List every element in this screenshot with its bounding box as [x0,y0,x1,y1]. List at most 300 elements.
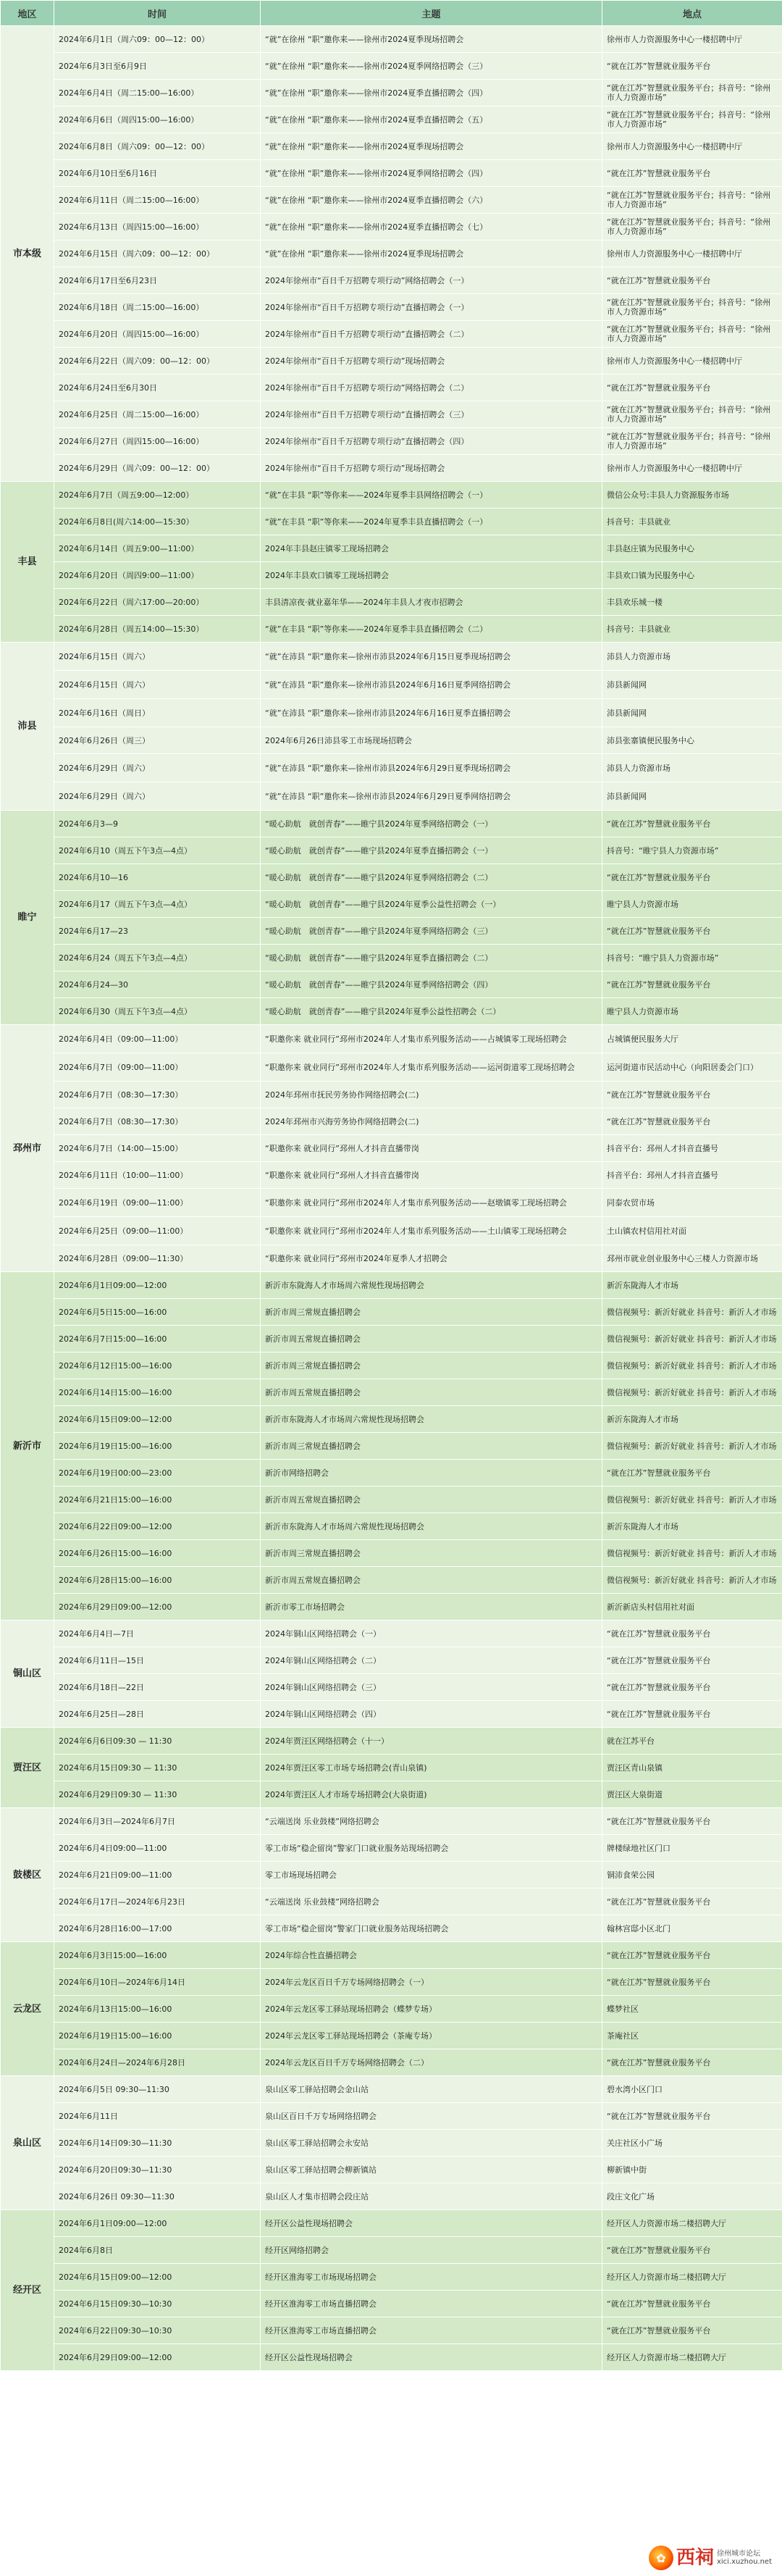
table-row [1,2264,782,2291]
time-cell: 2024年6月11日—15日 [54,1647,261,1674]
table-row [1,53,782,80]
table-row [1,699,782,727]
topic-cell: 2024年贾汪区网络招聘会（十一） [261,1728,602,1755]
topic-cell: 经开区淮海零工市场直播招聘会 [261,2317,602,2344]
table-row [1,1025,782,1053]
table-row [1,2291,782,2317]
place-cell: “就在江苏”智慧就业服务平台 [602,53,782,80]
time-cell: 2024年6月16日（周日） [54,699,261,727]
time-cell: 2024年6月17（周五下午3点—4点） [54,891,261,918]
table-row [1,26,782,53]
place-cell: 徐州市人力资源服务中心一楼招聘中厅 [602,455,782,482]
table-row [1,1486,782,1513]
topic-cell: “就”在徐州 “职”邀你来——徐州市2024夏季直播招聘会（六） [261,187,602,214]
topic-cell: “职邀你来 就业同行”邳州市2024年人才集市系列服务活动——占城镇零工现场招聘会 [261,1025,602,1053]
time-cell: 2024年6月1日09:00—12:00 [54,1272,261,1299]
topic-cell: 2024年徐州市“百日千万招聘专项行动”现场招聘会 [261,455,602,482]
table-row [1,1594,782,1621]
table-row [1,918,782,945]
topic-cell: 泉山区零工驿站招聘会柳新镇站 [261,2157,602,2183]
topic-cell: 新沂市东陇海人才市场周六常规性现场招聘会 [261,1406,602,1433]
topic-cell: 经开区淮海零工市场直播招聘会 [261,2291,602,2317]
table-row [1,1647,782,1674]
time-cell: 2024年6月26日15:00—16:00 [54,1540,261,1567]
place-cell: “就在江苏”智慧就业服务平台 [602,375,782,401]
topic-cell: 2024年徐州市“百日千万招聘专项行动”网络招聘会（二） [261,375,602,401]
topic-cell: “就”在徐州 “职”邀你来——徐州市2024夏季现场招聘会 [261,26,602,53]
header-region: 地区 [1,1,54,26]
topic-cell: 2024年丰县赵庄镇零工现场招聘会 [261,535,602,562]
time-cell: 2024年6月17日至6月23日 [54,267,261,294]
time-cell: 2024年6月15日09:30—10:30 [54,2291,261,2317]
table-row [1,106,782,133]
place-cell: 微信视频号：新沂好就业 抖音号：新沂人才市场 [602,1433,782,1460]
time-cell: 2024年6月21日09:00—11:00 [54,1862,261,1889]
place-cell: 沛县人力资源市场 [602,754,782,782]
topic-cell: “就”在沛县 “职”邀你来—徐州市沛县2024年6月29日夏季现场招聘会 [261,754,602,782]
table-row [1,998,782,1025]
table-row [1,1299,782,1326]
watermark-sub1: 徐州城市论坛 [716,2550,760,2558]
place-cell: 微信视频号：新沂好就业 抖音号：新沂人才市场 [602,1567,782,1594]
table-row [1,971,782,998]
table-row [1,2103,782,2130]
time-cell: 2024年6月6日09:30 — 11:30 [54,1728,261,1755]
place-cell: “就在江苏”智慧就业服务平台 [602,267,782,294]
topic-cell: 2024年贾汪区人才市场专场招聘会(大泉街道) [261,1781,602,1808]
place-cell: “就在江苏”智慧就业服务平台；抖音号：“徐州市人力资源市场” [602,321,782,348]
time-cell: 2024年6月18日—22日 [54,1674,261,1701]
time-cell: 2024年6月11日（10:00—11:00） [54,1162,261,1189]
place-cell: 微信视频号：新沂好就业 抖音号：新沂人才市场 [602,1352,782,1379]
time-cell: 2024年6月1日09:00—12:00 [54,2210,261,2237]
topic-cell: 2024年徐州市“百日千万招聘专项行动”直播招聘会（二） [261,321,602,348]
table-row [1,1808,782,1835]
header-place: 地点 [602,1,782,26]
table-row [1,1217,782,1245]
time-cell: 2024年6月14日09:30—11:30 [54,2130,261,2157]
topic-cell: 泉山区人才集市招聘会段庄站 [261,2183,602,2210]
topic-cell: 2024年徐州市“百日千万招聘专项行动”直播招聘会（一） [261,294,602,321]
place-cell: 新沂东陇海人才市场 [602,1272,782,1299]
table-row [1,837,782,864]
table-row [1,562,782,589]
topic-cell: “就”在徐州 “职”邀你来——徐州市2024夏季直播招聘会（五） [261,106,602,133]
time-cell: 2024年6月15日（周六09：00—12：00） [54,241,261,267]
topic-cell: “暖心助航 就创青春”——睢宁县2024年夏季公益性招聘会（一） [261,891,602,918]
place-cell: “就在江苏”智慧就业服务平台 [602,2049,782,2076]
place-cell: 抖音平台：邳州人才抖音直播号 [602,1162,782,1189]
time-cell: 2024年6月22日09:30—10:30 [54,2317,261,2344]
time-cell: 2024年6月13日15:00—16:00 [54,1996,261,2023]
place-cell: “就在江苏”智慧就业服务平台 [602,1082,782,1108]
table-row [1,1621,782,1647]
topic-cell: “暖心助航 就创青春”——睢宁县2024年夏季网络招聘会（四） [261,971,602,998]
table-row [1,1326,782,1352]
time-cell: 2024年6月19日（09:00—11:00） [54,1189,261,1217]
place-cell: 丰县赵庄镇为民服务中心 [602,535,782,562]
table-row [1,321,782,348]
watermark-brand: 西祠 [676,2547,714,2569]
time-cell: 2024年6月8日 [54,2237,261,2264]
table-row [1,1674,782,1701]
table-row [1,1513,782,1540]
table-row [1,1162,782,1189]
table-row [1,214,782,241]
place-cell: 徐州市人力资源服务中心一楼招聘中厅 [602,241,782,267]
time-cell: 2024年6月18日（周二15:00—16:00） [54,294,261,321]
table-row [1,1915,782,1942]
topic-cell: “云端送岗 乐业鼓楼”网络招聘会 [261,1808,602,1835]
time-cell: 2024年6月7日（08:30—17:30） [54,1108,261,1135]
table-row [1,133,782,160]
time-cell: 2024年6月24—30 [54,971,261,998]
topic-cell: 2024年云龙区百日千万专场网络招聘会（二） [261,2049,602,2076]
topic-cell: “职邀你来 就业同行”邳州市2024年人才集市系列服务活动——土山镇零工现场招聘会 [261,1217,602,1245]
topic-cell: 2024年邳州市兴海劳务协作网络招聘会(二) [261,1108,602,1135]
place-cell: 抖音号：“睢宁县人力资源市场” [602,837,782,864]
time-cell: 2024年6月11日（周二15:00—16:00） [54,187,261,214]
place-cell: “就在江苏”智慧就业服务平台 [602,1942,782,1969]
table-row [1,428,782,455]
place-cell: 贾汪区大泉街道 [602,1781,782,1808]
topic-cell: 零工市场“稳企留岗”警家门口就业服务站现场招聘会 [261,1915,602,1942]
place-cell: 抖音平台：邳州人才抖音直播号 [602,1135,782,1162]
region-cell: 新沂市 [1,1272,54,1621]
place-cell: 柳新镇中街 [602,2157,782,2183]
time-cell: 2024年6月28日16:00—17:00 [54,1915,261,1942]
time-cell: 2024年6月19日15:00—16:00 [54,1433,261,1460]
time-cell: 2024年6月10日—2024年6月14日 [54,1969,261,1996]
topic-cell: 2024年铜山区网络招聘会（一） [261,1621,602,1647]
place-cell: 微信视频号：新沂好就业 抖音号：新沂人才市场 [602,1326,782,1352]
time-cell: 2024年6月10（周五下午3点—4点） [54,837,261,864]
time-cell: 2024年6月29日09:00—12:00 [54,1594,261,1621]
topic-cell: “就”在沛县 “职”邀你来—徐州市沛县2024年6月16日夏季直播招聘会 [261,699,602,727]
place-cell: 占城镇便民服务大厅 [602,1025,782,1053]
place-cell: 沛县人力资源市场 [602,643,782,671]
place-cell: 邳州市就业创业服务中心三楼人力资源市场 [602,1245,782,1272]
topic-cell: 2024年6月26日沛县零工市场现场招聘会 [261,727,602,754]
place-cell: “就在江苏”智慧就业服务平台 [602,1808,782,1835]
topic-cell: 经开区公益性现场招聘会 [261,2344,602,2371]
region-cell: 贾汪区 [1,1728,54,1808]
topic-cell: “职邀你来 就业同行”邳州人才抖音直播带岗 [261,1162,602,1189]
topic-cell: 2024年贾汪区零工市场专场招聘会(青山泉镇) [261,1755,602,1781]
table-row [1,589,782,616]
time-cell: 2024年6月4日（09:00—11:00） [54,1025,261,1053]
table-row [1,482,782,509]
time-cell: 2024年6月15日09:30 — 11:30 [54,1755,261,1781]
topic-cell: 2024年徐州市“百日千万招聘专项行动”现场招聘会 [261,348,602,375]
table-row [1,294,782,321]
time-cell: 2024年6月29日（周六09：00—12：00） [54,455,261,482]
time-cell: 2024年6月4日09:00—11:00 [54,1835,261,1862]
topic-cell: 新沂市周五常规直播招聘会 [261,1486,602,1513]
topic-cell: 2024年云龙区零工驿站现场招聘会（茶庵专场） [261,2023,602,2049]
place-cell: “就在江苏”智慧就业服务平台 [602,811,782,837]
time-cell: 2024年6月5日 09:30—11:30 [54,2076,261,2103]
region-cell: 邳州市 [1,1025,54,1272]
table-row [1,945,782,971]
table-row [1,1942,782,1969]
place-cell: “就在江苏”智慧就业服务平台 [602,1108,782,1135]
place-cell: “就在江苏”智慧就业服务平台；抖音号：“徐州市人力资源市场” [602,187,782,214]
region-cell: 云龙区 [1,1942,54,2076]
time-cell: 2024年6月7日（09:00—11:00） [54,1053,261,1082]
time-cell: 2024年6月5日15:00—16:00 [54,1299,261,1326]
time-cell: 2024年6月1日（周六09：00—12：00） [54,26,261,53]
time-cell: 2024年6月29日（周六） [54,782,261,811]
topic-cell: 经开区网络招聘会 [261,2237,602,2264]
time-cell: 2024年6月8日(周六14:00—15:30） [54,509,261,535]
place-cell: “就在江苏”智慧就业服务平台 [602,1460,782,1486]
place-cell: “就在江苏”智慧就业服务平台 [602,160,782,187]
topic-cell: 泉山区百日千万专场网络招聘会 [261,2103,602,2130]
place-cell: “就在江苏”智慧就业服务平台；抖音号：“徐州市人力资源市场” [602,428,782,455]
table-row [1,2237,782,2264]
place-cell: 沛县新闻网 [602,699,782,727]
table-row [1,1540,782,1567]
place-cell: 沛县新闻网 [602,671,782,699]
table-row [1,1835,782,1862]
place-cell: 碧水湾小区门口 [602,2076,782,2103]
place-cell: “就在江苏”智慧就业服务平台 [602,971,782,998]
topic-cell: “暖心助航 就创青春”——睢宁县2024年夏季公益性招聘会（二） [261,998,602,1025]
table-row [1,401,782,428]
place-cell: 经开区人力资源市场二楼招聘大厅 [602,2210,782,2237]
time-cell: 2024年6月12日15:00—16:00 [54,1352,261,1379]
time-cell: 2024年6月22日09:00—12:00 [54,1513,261,1540]
topic-cell: 新沂市网络招聘会 [261,1460,602,1486]
topic-cell: “就”在沛县 “职”邀你来—徐州市沛县2024年6月29日夏季网络招聘会 [261,782,602,811]
time-cell: 2024年6月27日（周四15:00—16:00） [54,428,261,455]
time-cell: 2024年6月15日09:00—12:00 [54,2264,261,2291]
table-row [1,1460,782,1486]
topic-cell: 泉山区零工驿站招聘会永安站 [261,2130,602,2157]
table-row [1,2317,782,2344]
place-cell: “就在江苏”智慧就业服务平台；抖音号：“徐州市人力资源市场” [602,214,782,241]
place-cell: 沛县新闻网 [602,782,782,811]
place-cell: 茶庵社区 [602,2023,782,2049]
table-row [1,509,782,535]
place-cell: “就在江苏”智慧就业服务平台；抖音号：“徐州市人力资源市场” [602,80,782,106]
time-cell: 2024年6月15日（周六） [54,671,261,699]
place-cell: 就在江苏平台 [602,1728,782,1755]
header-row [1,1,782,26]
table-row [1,2049,782,2076]
place-cell: 微信视频号：新沂好就业 抖音号：新沂人才市场 [602,1379,782,1406]
topic-cell: “就”在沛县 “职”邀你来—徐州市沛县2024年6月16日夏季网络招聘会 [261,671,602,699]
topic-cell: 新沂市周五常规直播招聘会 [261,1326,602,1352]
place-cell: 运河街道市民活动中心（向阳居委会门口） [602,1053,782,1082]
place-cell: 关庄社区小广场 [602,2130,782,2157]
table-row [1,187,782,214]
table-row [1,348,782,375]
place-cell: 铜沛食荣公园 [602,1862,782,1889]
topic-cell: 泉山区零工驿站招聘会金山站 [261,2076,602,2103]
place-cell: 睢宁县人力资源市场 [602,891,782,918]
place-cell: 微信视频号：新沂好就业 抖音号：新沂人才市场 [602,1540,782,1567]
place-cell: 经开区人力资源市场二楼招聘大厅 [602,2264,782,2291]
time-cell: 2024年6月19日15:00—16:00 [54,2023,261,2049]
topic-cell: “就”在徐州 “职”邀你来——徐州市2024夏季网络招聘会（四） [261,160,602,187]
time-cell: 2024年6月22日（周六17:00—20:00） [54,589,261,616]
topic-cell: 新沂市周五常规直播招聘会 [261,1567,602,1594]
table-row [1,2023,782,2049]
place-cell: 沛县张寨镇便民服务中心 [602,727,782,754]
place-cell: 微信视频号：新沂好就业 抖音号：新沂人才市场 [602,1486,782,1513]
site-watermark [643,2543,778,2573]
table-row [1,535,782,562]
place-cell: 抖音号：丰县就业 [602,509,782,535]
topic-cell: 经开区公益性现场招聘会 [261,2210,602,2237]
time-cell: 2024年6月29日（周六） [54,754,261,782]
time-cell: 2024年6月28日（09:00—11:30） [54,1245,261,1272]
topic-cell: “就”在丰县 “职”等你来——2024年夏季丰县网络招聘会（一） [261,482,602,509]
time-cell: 2024年6月26日（周三） [54,727,261,754]
table-row [1,1567,782,1594]
topic-cell: 2024年铜山区网络招聘会（三） [261,1674,602,1701]
schedule-body [1,26,782,2371]
place-cell: “就在江苏”智慧就业服务平台 [602,1701,782,1728]
topic-cell: 2024年综合性直播招聘会 [261,1942,602,1969]
place-cell: 经开区人力资源市场二楼招聘大厅 [602,2344,782,2371]
time-cell: 2024年6月3—9 [54,811,261,837]
topic-cell: 新沂市周五常规直播招聘会 [261,1379,602,1406]
place-cell: 新沂新店头村信用社对面 [602,1594,782,1621]
place-cell: “就在江苏”智慧就业服务平台 [602,918,782,945]
time-cell: 2024年6月14日15:00—16:00 [54,1379,261,1406]
time-cell: 2024年6月15日09:00—12:00 [54,1406,261,1433]
region-cell: 睢宁 [1,811,54,1025]
region-cell: 丰县 [1,482,54,643]
table-row [1,2130,782,2157]
table-row [1,1379,782,1406]
time-cell: 2024年6月20日（周四15:00—16:00） [54,321,261,348]
topic-cell: “就”在沛县 “职”邀你来—徐州市沛县2024年6月15日夏季现场招聘会 [261,643,602,671]
watermark-subtext [717,2550,772,2566]
topic-cell: “暖心助航 就创青春”——睢宁县2024年夏季网络招聘会（二） [261,864,602,891]
region-cell: 鼓楼区 [1,1808,54,1942]
time-cell: 2024年6月10—16 [54,864,261,891]
topic-cell: 经开区淮海零工市场现场招聘会 [261,2264,602,2291]
time-cell: 2024年6月29日09:30 — 11:30 [54,1781,261,1808]
topic-cell: 零工市场“稳企留岗”警家门口就业服务站现场招聘会 [261,1835,602,1862]
place-cell: “就在江苏”智慧就业服务平台 [602,1889,782,1915]
region-cell: 铜山区 [1,1621,54,1728]
time-cell: 2024年6月13日（周四15:00—16:00） [54,214,261,241]
place-cell: 微信公众号:丰县人力资源服务市场 [602,482,782,509]
topic-cell: 2024年徐州市“百日千万招聘专项行动”直播招聘会（四） [261,428,602,455]
table-row [1,2157,782,2183]
topic-cell: 2024年铜山区网络招聘会（四） [261,1701,602,1728]
table-row [1,1108,782,1135]
topic-cell: 2024年铜山区网络招聘会（二） [261,1647,602,1674]
table-row [1,1862,782,1889]
table-row [1,864,782,891]
place-cell: “就在江苏”智慧就业服务平台 [602,1674,782,1701]
header-topic: 主题 [261,1,602,26]
place-cell: 睢宁县人力资源市场 [602,998,782,1025]
time-cell: 2024年6月3日15:00—16:00 [54,1942,261,1969]
place-cell: 牌楼绿地社区门口 [602,1835,782,1862]
topic-cell: “就”在徐州 “职”邀你来——徐州市2024夏季网络招聘会（三） [261,53,602,80]
time-cell: 2024年6月28日15:00—16:00 [54,1567,261,1594]
place-cell: “就在江苏”智慧就业服务平台 [602,2317,782,2344]
topic-cell: 2024年丰县欢口镇零工现场招聘会 [261,562,602,589]
time-cell: 2024年6月30（周五下午3点—4点） [54,998,261,1025]
time-cell: 2024年6月4日（周二15:00—16:00） [54,80,261,106]
place-cell: 丰县欢乐城一楼 [602,589,782,616]
place-cell: “就在江苏”智慧就业服务平台 [602,1969,782,1996]
table-row [1,1135,782,1162]
table-row [1,1781,782,1808]
time-cell: 2024年6月25日（周二15:00—16:00） [54,401,261,428]
time-cell: 2024年6月20日09:30—11:30 [54,2157,261,2183]
table-row [1,1996,782,2023]
place-cell: 段庄文化广场 [602,2183,782,2210]
table-row [1,643,782,671]
table-row [1,727,782,754]
table-row [1,811,782,837]
topic-cell: “就”在徐州 “职”邀你来——徐州市2024夏季现场招聘会 [261,241,602,267]
time-cell: 2024年6月20日（周四9:00—11:00） [54,562,261,589]
table-row [1,891,782,918]
place-cell: “就在江苏”智慧就业服务平台 [602,864,782,891]
topic-cell: 丰县清凉夜·就业嘉年华——2024年丰县人才夜市招聘会 [261,589,602,616]
table-row [1,1272,782,1299]
region-cell: 市本级 [1,26,54,482]
place-cell: 土山镇农村信用社对面 [602,1217,782,1245]
place-cell: “就在江苏”智慧就业服务平台；抖音号：“徐州市人力资源市场” [602,106,782,133]
topic-cell: 2024年徐州市“百日千万招聘专项行动”网络招聘会（一） [261,267,602,294]
table-row [1,1755,782,1781]
place-cell: 丰县欢口镇为民服务中心 [602,562,782,589]
topic-cell: “就”在丰县 “职”等你来——2024年夏季丰县直播招聘会（一） [261,509,602,535]
place-cell: “就在江苏”智慧就业服务平台 [602,2291,782,2317]
time-cell: 2024年6月24日至6月30日 [54,375,261,401]
topic-cell: 新沂市周三常规直播招聘会 [261,1352,602,1379]
table-row [1,241,782,267]
topic-cell: “就”在丰县 “职”等你来——2024年夏季丰县直播招聘会（二） [261,616,602,643]
table-row [1,2183,782,2210]
time-cell: 2024年6月17—23 [54,918,261,945]
topic-cell: 新沂市周三常规直播招聘会 [261,1299,602,1326]
topic-cell: 零工市场现场招聘会 [261,1862,602,1889]
time-cell: 2024年6月15日（周六） [54,643,261,671]
table-row [1,1245,782,1272]
topic-cell: 2024年云龙区零工驿站现场招聘会（蝶梦专场） [261,1996,602,2023]
place-cell: “就在江苏”智慧就业服务平台 [602,2103,782,2130]
table-row [1,267,782,294]
topic-cell: 2024年徐州市“百日千万招聘专项行动”直播招聘会（三） [261,401,602,428]
topic-cell: 新沂市周三常规直播招聘会 [261,1540,602,1567]
table-row [1,616,782,643]
time-cell: 2024年6月3日至6月9日 [54,53,261,80]
table-row [1,1433,782,1460]
place-cell: 贾汪区青山泉镇 [602,1755,782,1781]
table-row [1,2076,782,2103]
place-cell: 徐州市人力资源服务中心一楼招聘中厅 [602,26,782,53]
time-cell: 2024年6月7日（周五9:00—12:00） [54,482,261,509]
table-row [1,2210,782,2237]
topic-cell: “暖心助航 就创青春”——睢宁县2024年夏季直播招聘会（一） [261,837,602,864]
place-cell: 新沂东陇海人才市场 [602,1406,782,1433]
table-row [1,160,782,187]
place-cell: “就在江苏”智慧就业服务平台；抖音号：“徐州市人力资源市场” [602,294,782,321]
topic-cell: “就”在徐州 “职”邀你来——徐州市2024夏季直播招聘会（七） [261,214,602,241]
